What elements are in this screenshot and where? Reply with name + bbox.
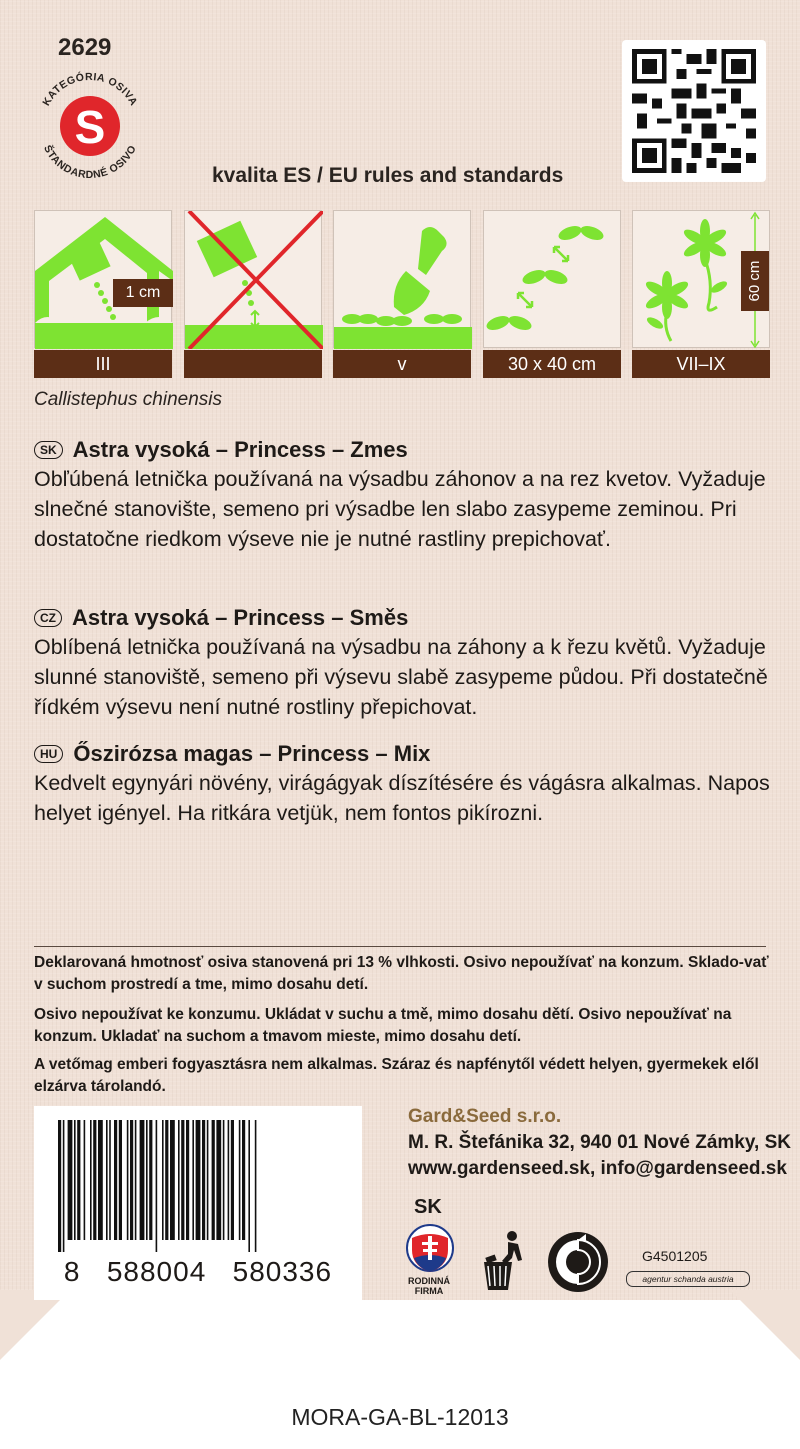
- barcode-bar: [98, 1120, 103, 1240]
- barcode-bar: [63, 1120, 65, 1252]
- barcode-bar: [135, 1120, 137, 1240]
- packet-corner-right: [730, 1290, 800, 1360]
- company-contact[interactable]: www.gardenseed.sk, info@gardenseed.sk: [408, 1158, 787, 1179]
- section-body: Kedvelt egynyári növény, virágágyak díszítésére és vágásra alkalmas. Napos helyet igényel. Ha ritkára vetjük, nem fontos pikírozni.: [34, 771, 770, 825]
- barcode-bars: [34, 1106, 362, 1256]
- language-badge: CZ: [34, 609, 62, 627]
- company-name: Gard&Seed s.r.o.: [408, 1106, 562, 1127]
- barcode-bar: [178, 1120, 180, 1240]
- barcode-group-right: 580336: [232, 1256, 333, 1287]
- section-body: Obľúbená letnička používaná na výsadbu záhonov a na rez kvetov. Vyžaduje slnečné stanovište, semeno pri výsadbe len slabo zasypeme zeminou. Pri dostatočne riedkom výseve nie je nutné rastliny prepichovať.: [34, 467, 766, 551]
- barcode-bar: [228, 1120, 230, 1240]
- barcode-bar: [130, 1120, 133, 1240]
- packet-corner-left: [0, 1290, 70, 1360]
- barcode-bar: [77, 1120, 80, 1240]
- section-hu: [34, 740, 774, 828]
- qr-code-image: [632, 48, 756, 174]
- direct-sowing-crossed-icon: [185, 211, 323, 349]
- tidyman-icon: [478, 1228, 534, 1294]
- icon-caption: VII–IX: [632, 350, 770, 378]
- barcode-bar: [207, 1120, 209, 1240]
- barcode-bar: [242, 1120, 245, 1240]
- green-dot-icon: [546, 1230, 610, 1294]
- sk-label: SK: [414, 1196, 442, 1218]
- barcode-bar: [127, 1120, 129, 1240]
- print-code: MORA-GA-BL-12013: [291, 1404, 509, 1430]
- icon-caption: III: [34, 350, 172, 378]
- icon-caption: [184, 350, 322, 378]
- trowel-transplant-icon: [334, 211, 472, 349]
- icon-caption: 30 x 40 cm: [483, 350, 621, 378]
- barcode-bar: [223, 1120, 225, 1240]
- barcode-bar: [186, 1120, 189, 1240]
- icon-tile-direct-sowing: [184, 210, 322, 378]
- legal-sk: Deklarovaná hmotnosť osiva stanovená pri 13 % vlhkosti. Osivo nepoužívať na konzum. Sklado-vať v suchom prostredí a tme, mimo dosahu detí.: [34, 954, 769, 993]
- barcode-group-left: 588004: [106, 1256, 207, 1287]
- barcode-bar: [114, 1120, 117, 1240]
- barcode-bar: [248, 1120, 250, 1252]
- barcode-bar: [216, 1120, 221, 1240]
- latin-name: Callistephus chinensis: [34, 389, 222, 410]
- icon-tile-flowering: [632, 210, 770, 378]
- barcode-bar: [165, 1120, 168, 1240]
- barcode-bar: [255, 1120, 257, 1252]
- barcode-bar: [106, 1120, 108, 1240]
- spacing-icon: [484, 211, 622, 349]
- icon-caption: v: [333, 350, 471, 378]
- divider: [34, 946, 766, 947]
- barcode-bar: [74, 1120, 76, 1240]
- icon-tile-transplant: [333, 210, 471, 378]
- agency-label: agentur schanda austria: [626, 1271, 750, 1287]
- barcode-bar: [170, 1120, 175, 1240]
- seal-letter: S: [74, 101, 106, 153]
- legal-hu: A vetőmag emberi fogyasztásra nem alkalmas. Száraz és napfénytől védett helyen, gyermekek elől elzárva tárolandó.: [34, 1056, 759, 1095]
- family-business-label: RODINNÁ FIRMA: [408, 1276, 450, 1296]
- quality-statement: kvalita ES / EU rules and standards: [212, 164, 564, 187]
- barcode-bar: [58, 1120, 61, 1252]
- barcode-bar: [212, 1120, 215, 1240]
- company-address: M. R. Štefánika 32, 940 01 Nové Zámky, SK: [408, 1132, 791, 1153]
- section-body: Oblíbená letnička používaná na výsadbu na záhony a k řezu květů. Vyžaduje slunné stanoviště, semeno při výsevu slabě zasypeme půdou. Při dostatečně řídkém výsevu není nutné rostliny přepichovat.: [34, 635, 768, 719]
- barcode-bar: [181, 1120, 184, 1240]
- barcode-bar: [109, 1120, 111, 1240]
- barcode-digit: 8: [63, 1256, 81, 1287]
- barcode-bar: [93, 1120, 96, 1240]
- section-sk: [34, 436, 774, 554]
- barcode-bar: [162, 1120, 164, 1240]
- section-title: Astra vysoká – Princess – Směs: [72, 605, 409, 630]
- plant-height-label: 60 cm: [746, 260, 763, 302]
- barcode-bar: [119, 1120, 122, 1240]
- company-info: [408, 1104, 791, 1182]
- barcode-bar: [90, 1120, 92, 1240]
- slovak-shield-icon: [406, 1222, 454, 1274]
- registration-code: G4501205: [642, 1248, 708, 1264]
- barcode-bar: [68, 1120, 73, 1240]
- barcode-bar: [84, 1120, 86, 1240]
- icon-tile-sowing-greenhouse: [34, 210, 172, 378]
- section-cz: [34, 604, 774, 722]
- seal-top-text: KATEGÓRIA OSIVA: [40, 70, 140, 109]
- qr-code[interactable]: [622, 40, 766, 182]
- barcode-bar: [202, 1120, 205, 1240]
- product-code: 2629: [58, 34, 112, 61]
- seal-bottom-text: ŠTANDARDNÉ OSIVO: [41, 143, 139, 182]
- barcode-bar: [156, 1120, 158, 1252]
- sowing-depth-label: 1 cm: [113, 279, 173, 307]
- barcode-bar: [149, 1120, 152, 1240]
- icon-tile-spacing: [483, 210, 621, 378]
- barcode-bar: [140, 1120, 145, 1240]
- barcode-bar: [239, 1120, 241, 1240]
- barcode-bar: [146, 1120, 148, 1240]
- language-badge: HU: [34, 745, 63, 763]
- height-label-box: [741, 251, 769, 311]
- language-badge: SK: [34, 441, 63, 459]
- barcode-bar: [196, 1120, 201, 1240]
- barcode-number: [34, 1256, 362, 1288]
- section-title: Őszirózsa magas – Princess – Mix: [73, 741, 431, 766]
- section-title: Astra vysoká – Princess – Zmes: [72, 437, 408, 462]
- barcode-bar: [231, 1120, 234, 1240]
- seed-category-seal: [30, 66, 150, 186]
- legal-cz-sk: Osivo nepoužívat ke konzumu. Ukládat v suchu a tmě, mimo dosahu dětí. Osivo nepoužívať na konzum. Ukladať na suchom a tmavom mieste, mimo dosahu detí.: [34, 1006, 732, 1045]
- barcode-bar: [192, 1120, 194, 1240]
- barcode: [34, 1106, 362, 1300]
